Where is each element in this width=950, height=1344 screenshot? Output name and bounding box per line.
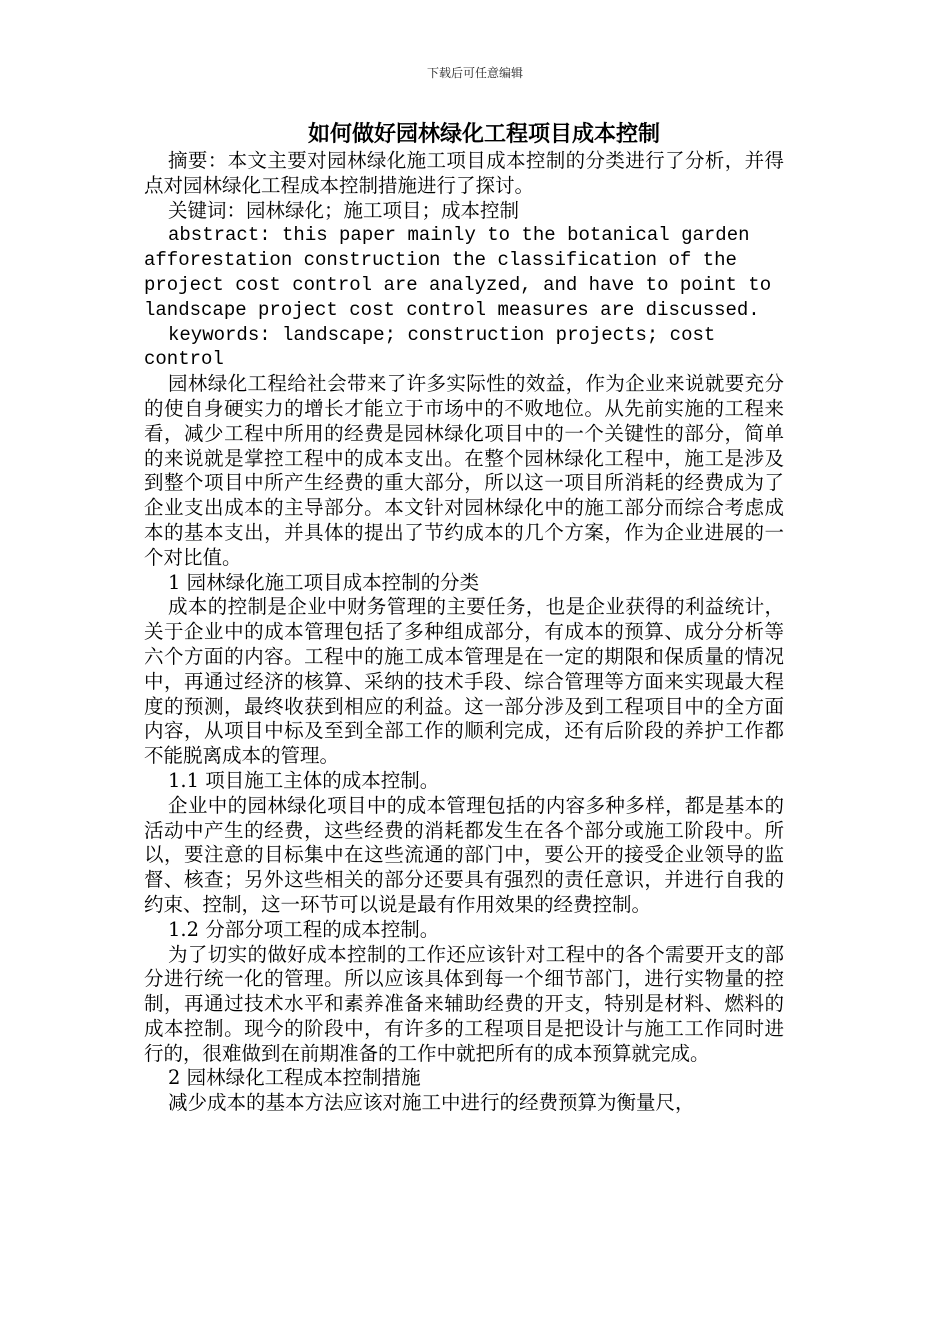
document-title: 如何做好园林绿化工程项目成本控制 [307, 122, 660, 147]
abstract-en: abstract: this paper mainly to the botanical garden afforestation construction the classification of the project cost control are analyzed, and have to point to landscape project cost control measures are discussed. [144, 224, 772, 321]
abstract-cn: 摘要：本文主要对园林绿化施工项目成本控制的分类进行了分析，并得点对园林绿化工程成本控制措施进行了探讨。 [144, 149, 784, 197]
document-body [144, 121, 784, 1116]
section-2-heading: 2 园林绿化工程成本控制措施 [168, 1066, 421, 1090]
section-1-2-heading: 1.2 分部分项工程的成本控制。 [168, 917, 440, 941]
section-1-1-paragraph: 企业中的园林绿化项目中的成本管理包括的内容多种多样，都是基本的活动中产生的经费，这些经费的消耗都发生在各个部分或施工阶段中。所以，要注意的目标集中在这些流通的部门中，要公开的接受企业领导的监督、核查；另外这些相关的部分还要具有强烈的责任意识，并进行自我的约束、控制，这一环节可以说是最有作用效果的经费控制。 [144, 793, 784, 916]
keywords-en: keywords: landscape; construction projects; cost control [144, 323, 716, 371]
section-1-paragraph: 成本的控制是企业中财务管理的主要任务，也是企业获得的利益统计，关于企业中的成本管理包括了多种组成部分，有成本的预算、成分分析等六个方面的内容。工程中的施工成本管理是在一定的期限和保质量的情况中，再通过经济的核算、采纳的技术手段、综合管理等方面来实现最大程度的预测，最终收获到相应的利益。这一部分涉及到工程项目中的全方面内容，从项目中标及至到全部工作的顺利完成，还有后阶段的养护工作都不能脱离成本的管理。 [144, 595, 784, 768]
section-1-2-paragraph: 为了切实的做好成本控制的工作还应该针对工程中的各个需要开支的部分进行统一化的管理。所以应该具体到每一个细节部门，进行实物量的控制，再通过技术水平和素养准备来辅助经费的开支，特别是材料、燃料的成本控制。现今的阶段中，有许多的工程项目是把设计与施工工作同时进行的，很难做到在前期准备的工作中就把所有的成本预算就完成。 [144, 942, 784, 1065]
keywords-cn: 关键词：园林绿化；施工项目；成本控制 [168, 198, 520, 222]
section-1-heading: 1 园林绿化施工项目成本控制的分类 [168, 570, 480, 594]
intro-paragraph: 园林绿化工程给社会带来了许多实际性的效益，作为企业来说就要充分的使自身硬实力的增长才能立于市场中的不败地位。从先前实施的工程来看，减少工程中所用的经费是园林绿化项目中的一个关键性的部分，简单的来说就是掌控工程中的成本支出。在整个园林绿化工程中，施工是涉及到整个项目中所产生经费的重大部分，所以这一项目所消耗的经费成为了企业支出成本的主导部分。本文针对园林绿化中的施工部分而综合考虑成本的基本支出，并具体的提出了节约成本的几个方案，作为企业进展的一个对比值。 [144, 372, 784, 569]
section-1-1-heading: 1.1 项目施工主体的成本控制。 [168, 768, 440, 792]
header-note: 下载后可任意编辑 [426, 66, 523, 80]
section-2-paragraph: 减少成本的基本方法应该对施工中进行的经费预算为衡量尺， [168, 1091, 695, 1115]
